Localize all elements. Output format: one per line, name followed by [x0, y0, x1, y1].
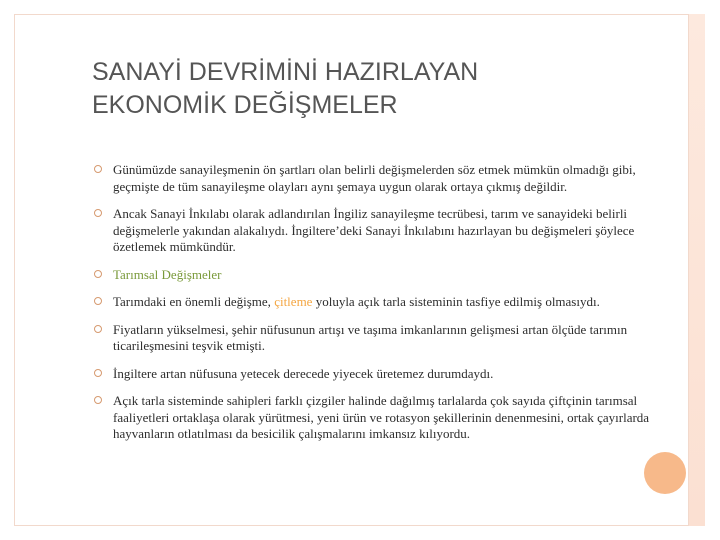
bullet-text: Açık tarla sisteminde sahipleri farklı çizgiler halinde dağılmış tarlalarda çok sayıda çiftçinin tarımsal faaliyetleri ortaklaşa olarak yürütmesi, yeni ürün ve rotasyon şekillerinin denenmesini, ortak çayırlarda hayvanların otlatılması da besicilik çalışmalarını imkansız kılıyordu.: [113, 393, 650, 441]
bullet-item: [92, 294, 672, 311]
bullet-item: [92, 162, 672, 195]
bullet-item: [92, 206, 672, 256]
slide-title-line-1: SANAYİ DEVRİMİNİ HAZIRLAYAN: [92, 58, 479, 86]
bullet-circle-icon: [94, 297, 102, 305]
bullet-text: Günümüzde sanayileşmenin ön şartları olan belirli değişmelerden söz etmek mümkün olmadığı gibi, geçmişte de tüm sanayileşme olayları aynı şemaya uygun olarak ortaya çıkmış değildir.: [113, 162, 636, 194]
bullet-text: Fiyatların yükselmesi, şehir nüfusunun artışı ve taşıma imkanlarının gelişmesi artan ölçüde tarımın ticarileşmesini teşvik etmişti.: [113, 321, 628, 353]
bullet-circle-icon: [94, 270, 102, 278]
bullet-circle-icon: [94, 369, 102, 377]
bullet-text-after: yoluyla açık tarla sisteminin tasfiye edilmiş olmasıydı.: [312, 294, 600, 309]
bullet-circle-icon: [94, 325, 102, 333]
section-heading-text: Tarımsal Değişmeler: [113, 266, 222, 282]
highlighted-term: çitleme: [274, 294, 313, 309]
bullet-item: [92, 393, 672, 443]
bullet-text: İngiltere artan nüfusuna yetecek derecede yiyecek üretemez durumdaydı.: [113, 365, 494, 381]
slide-title: [92, 56, 652, 122]
bullet-item-section-heading: [92, 267, 672, 284]
decorative-circle: [644, 452, 686, 494]
bullet-text-before: Tarımdaki en önemli değişme,: [113, 294, 275, 309]
bullet-text: Ancak Sanayi İnkılabı olarak adlandırılan İngiliz sanayileşme tecrübesi, tarım ve sanayideki belirli değişmelerle yakından alakalıydı. İngiltere’deki Sanayi İnkılabını hazırlayan bu değişmeleri şöylece özetlemek mümkündür.: [113, 206, 635, 254]
bullet-list: [92, 162, 672, 447]
slide-title-line-2: EKONOMİK DEĞİŞMELER: [92, 91, 398, 119]
bullet-item: [92, 322, 672, 355]
decorative-side-band: [688, 14, 705, 526]
bullet-circle-icon: [94, 209, 102, 217]
bullet-circle-icon: [94, 396, 102, 404]
bullet-circle-icon: [94, 165, 102, 173]
bullet-item: [92, 366, 672, 383]
